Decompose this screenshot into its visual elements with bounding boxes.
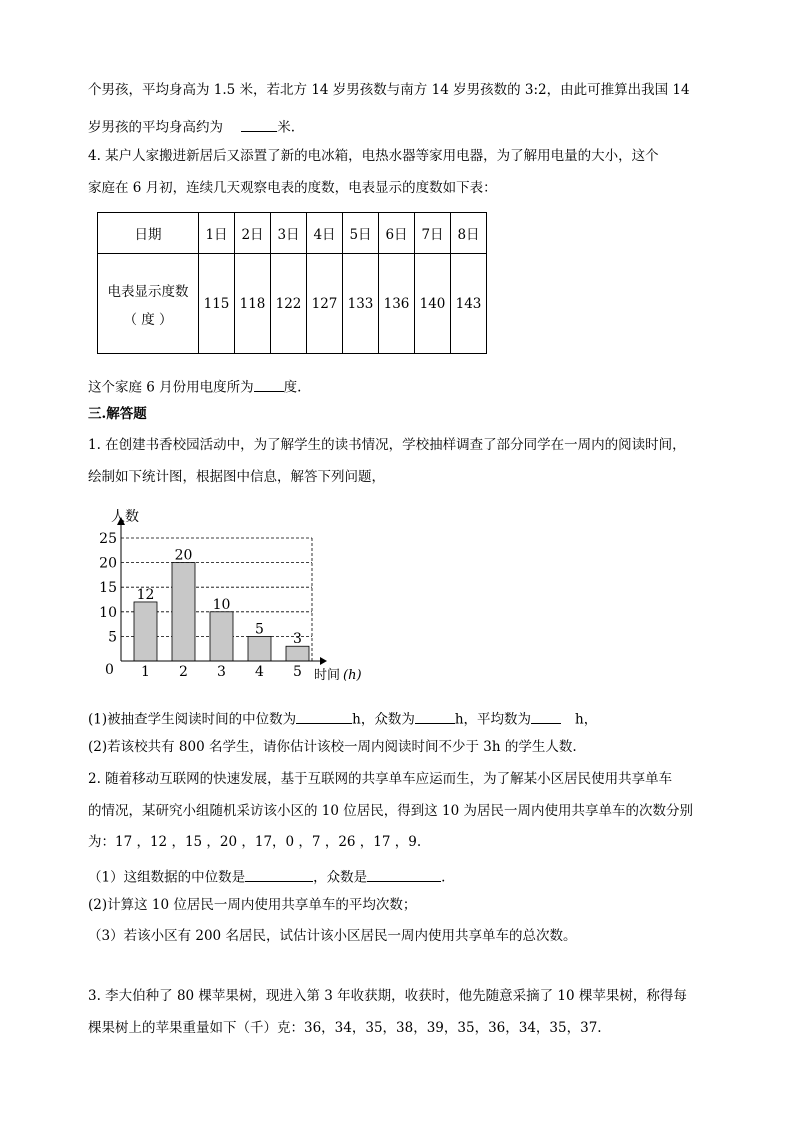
text-line-14-b: ，众数是 [313,869,368,886]
table-row-readings [98,254,487,354]
y-tick-label: 15 [99,580,117,597]
bar-data-label: 12 [136,586,155,603]
text-line-9-d: h， [575,711,598,728]
text-line-5-b: 度. [283,379,302,396]
text-line-5-a: 这个家庭 6 月份用电度所为 [88,379,254,396]
table-cell-reading: 133 [343,254,379,354]
bar [248,636,271,661]
problem-2-line-1: 2. 随着移动互联网的快速发展，基于互联网的共享单车应运而生，为了解某小区居民使用共享单车 [88,771,673,787]
bar-data-label: 5 [255,621,264,638]
chart-bars [134,548,309,661]
problem-3-line-1: 3. 李大伯种了 80 棵苹果树，现进入第 3 年收获期，收获时，他先随意采摘了 10 棵苹果树，称得每 [88,988,687,1004]
problem-2-question-1 [88,867,445,885]
bar [210,612,233,661]
answer-blank [531,709,561,724]
table-cell-date: 2日 [235,213,271,254]
question-4-line-2: 家庭在 6 月初，连续几天观察电表的度数，电表显示的度数如下表： [88,180,497,196]
table-cell-date: 5日 [343,213,379,254]
problem-1-question-1 [88,709,597,727]
bar [286,646,309,661]
answer-blank [296,709,352,724]
table-cell-reading: 136 [379,254,415,354]
text-line-2-a: 岁男孩的平均身高约为 [88,119,223,136]
table-cell-reading: 127 [307,254,343,354]
section-heading: 三.解答题 [88,406,147,422]
x-axis-label: 时间 [314,668,341,683]
problem-1-line-2: 绘制如下统计图，根据图中信息，解答下列问题， [88,469,385,485]
bar [134,602,157,661]
problem-1-line-1: 1. 在创建书香校园活动中，为了解学生的读书情况，学校抽样调查了部分同学在一周内的阅读时间， [88,437,686,453]
bar-data-label: 3 [293,631,302,648]
answer-blank [254,377,284,392]
problem-2-question-3: （3）若该小区有 200 名居民，试估计该小区居民一周内使用共享单车的总次数。 [88,928,577,944]
table-cell-date: 4日 [307,213,343,254]
x-axis-unit: (h) [343,668,362,683]
y-tick-label: 20 [99,555,117,572]
reading-label-b: （ 度 ） [123,311,173,328]
answer-blank [241,117,277,132]
table-cell-reading: 118 [235,254,271,354]
bar [172,563,195,661]
table-cell-date: 7日 [415,213,451,254]
x-tick-label: 5 [293,664,302,680]
text-line-1: 个男孩，平均身高为 1.5 米，若北方 14 岁男孩数与南方 14 岁男孩数的 3:2，由此可推算出我国 14 [88,82,690,98]
text-line-14-a: （1）这组数据的中位数是 [88,869,246,886]
x-tick-label: 2 [179,664,188,680]
problem-2-line-3: 为：17 ，12 ，15 ，20 ，17，0 ，7 ，26 ，17 ，9. [88,834,422,850]
answer-blank [415,709,455,724]
x-tick-label: 3 [217,664,226,680]
problem-3-line-2: 棵果树上的苹果重量如下（千）克：36，34，35，38，39，35，36，34，35，37. [88,1020,602,1036]
table-cell-reading: 140 [415,254,451,354]
problem-2-line-2: 的情况，某研究小组随机采访该小区的 10 位居民，得到这 10 为居民一周内使用共享单车的次数分别 [88,803,694,819]
question-4-line-1: 4. 某户人家搬进新居后又添置了新的电冰箱，电热水器等家用电器，为了解用电量的大小，这个 [88,148,659,164]
y-tick-label: 5 [108,629,117,646]
y-tick-label: 10 [99,604,117,621]
text-line-14-c: . [441,869,446,886]
table-header-reading [98,254,199,354]
reading-label-a: 电表显示度数 [107,283,189,300]
x-tick-label: 1 [141,664,150,680]
origin-label: 0 [105,662,114,678]
text-line-2-b: 米. [277,119,296,136]
table-cell-date: 1日 [199,213,235,254]
table-header-date: 日期 [98,213,199,254]
table-cell-date: 6日 [379,213,415,254]
problem-1-question-2: (2)若该校共有 800 名学生，请你估计该校一周内阅读时间不少于 3h 的学生人数. [88,739,577,755]
table-cell-reading: 122 [271,254,307,354]
table-row-dates [98,213,487,254]
text-line-9-a: (1)被抽查学生阅读时间的中位数为 [88,711,297,728]
table-cell-reading: 143 [451,254,487,354]
text-line-9-c: h，平均数为 [454,711,532,728]
y-tick-label: 25 [99,531,117,547]
answer-blank [245,867,313,882]
problem-2-question-2: (2)计算这 10 位居民一周内使用共享单车的平均次数； [88,897,417,913]
x-tick-label: 4 [255,664,264,680]
table-cell-date: 3日 [271,213,307,254]
bar-data-label: 10 [212,596,231,613]
bar-data-label: 20 [174,547,193,564]
y-axis-label: 人数 [111,509,139,525]
text-line-2 [88,117,295,135]
table-cell-reading: 115 [199,254,235,354]
electricity-table [97,212,487,354]
text-line-9-b: h，众数为 [352,711,415,728]
table-cell-date: 8日 [451,213,487,254]
reading-time-bar-chart [92,503,392,688]
question-4-answer-line [88,377,301,395]
answer-blank [367,867,441,882]
x-axis-arrow [320,657,327,665]
